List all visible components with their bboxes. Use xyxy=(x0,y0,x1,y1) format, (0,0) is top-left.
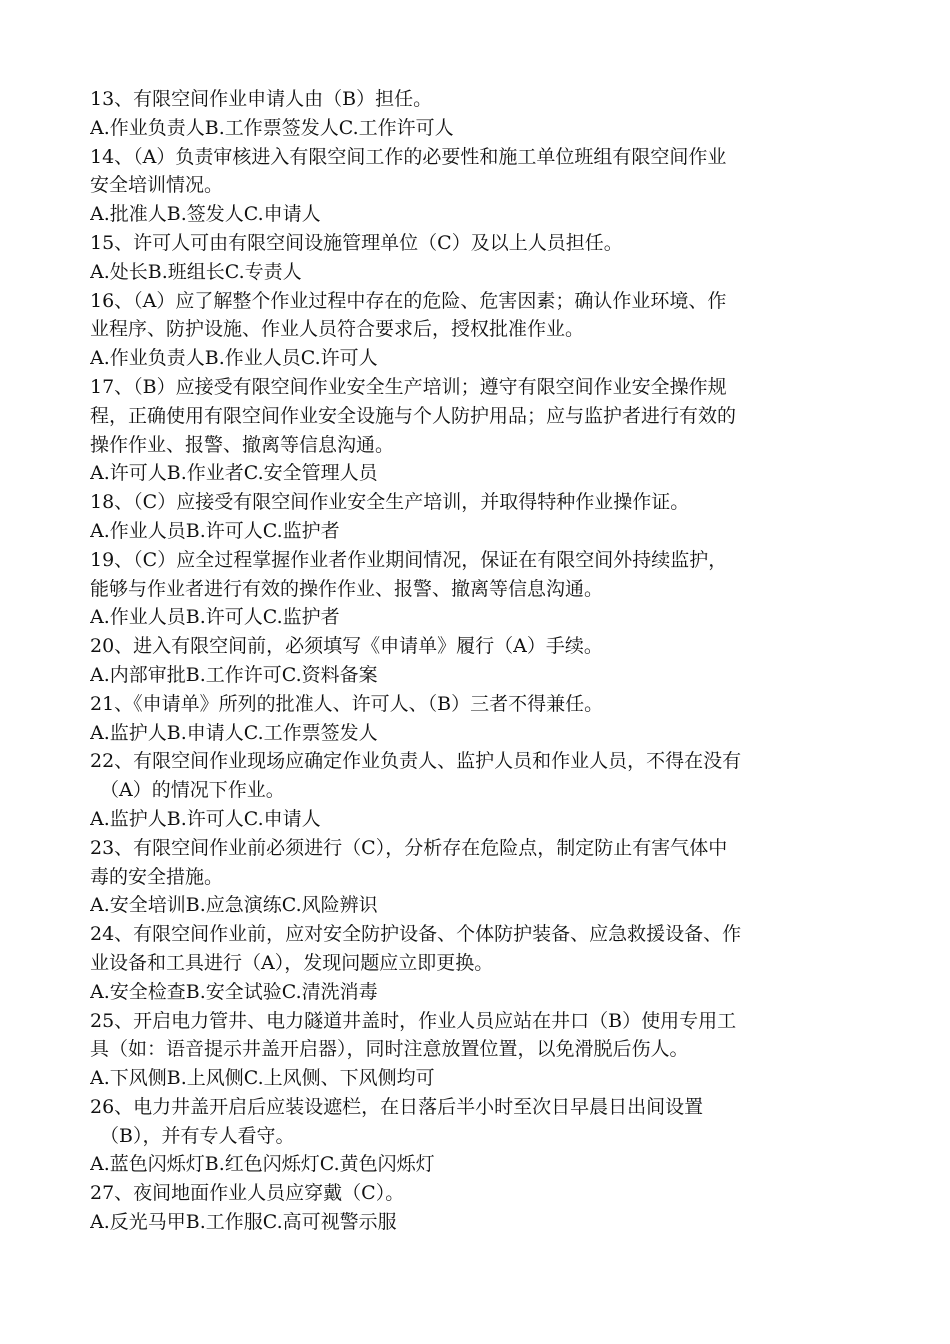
question-15 xyxy=(90,229,865,287)
question-stem-continuation: （A）的情况下作业。 xyxy=(100,779,285,802)
question-stem-continuation: 毒的安全措施。 xyxy=(90,865,224,888)
question-stem: 27、夜间地面作业人员应穿戴（C）。 xyxy=(90,1182,405,1205)
question-options: A.作业负责人B.工作票签发人C.工作许可人 xyxy=(90,116,454,139)
question-stem-continuation: 业程序、防护设施、作业人员符合要求后，授权批准作业。 xyxy=(90,318,585,341)
question-options: A.内部审批B.工作许可C.资料备案 xyxy=(90,663,378,686)
question-stem: 17、（B）应接受有限空间作业安全生产培训；遵守有限空间作业安全操作规 xyxy=(90,375,727,398)
question-21 xyxy=(90,690,865,748)
question-24 xyxy=(90,920,865,1006)
question-options: A.作业人员B.许可人C.监护者 xyxy=(90,519,340,542)
question-options: A.蓝色闪烁灯B.红色闪烁灯C.黄色闪烁灯 xyxy=(90,1153,435,1176)
question-options: A.作业人员B.许可人C.监护者 xyxy=(90,606,340,629)
question-options: A.作业负责人B.作业人员C.许可人 xyxy=(90,347,378,370)
question-26 xyxy=(90,1093,865,1179)
question-25 xyxy=(90,1007,865,1093)
question-23 xyxy=(90,834,865,920)
question-stem: 18、（C）应接受有限空间作业安全生产培训，并取得特种作业操作证。 xyxy=(90,491,690,514)
question-stem-continuation: （B），并有专人看守。 xyxy=(100,1124,295,1147)
question-options: A.反光马甲B.工作服C.高可视警示服 xyxy=(90,1211,397,1234)
question-stem-continuation: 安全培训情况。 xyxy=(90,174,224,197)
question-list xyxy=(90,85,865,1237)
question-stem: 15、许可人可由有限空间设施管理单位（C）及以上人员担任。 xyxy=(90,231,623,254)
question-stem: 25、开启电力管井、电力隧道井盖时，作业人员应站在井口（B）使用专用工 xyxy=(90,1009,737,1032)
question-17 xyxy=(90,373,865,488)
question-14 xyxy=(90,143,865,229)
question-options: A.监护人B.许可人C.申请人 xyxy=(90,807,321,830)
question-options: A.下风侧B.上风侧C.上风侧、下风侧均可 xyxy=(90,1067,435,1090)
question-options: A.安全培训B.应急演练C.风险辨识 xyxy=(90,894,378,917)
question-stem-continuation: 具（如：语音提示井盖开启器），同时注意放置位置，以免滑脱后伤人。 xyxy=(90,1038,689,1061)
question-stem: 19、（C）应全过程掌握作业者作业期间情况，保证在有限空间外持续监护， xyxy=(90,548,728,571)
question-stem: 23、有限空间作业前必须进行（C），分析存在危险点，制定防止有害气体中 xyxy=(90,836,728,859)
question-27 xyxy=(90,1179,865,1237)
question-options: A.批准人B.签发人C.申请人 xyxy=(90,203,321,226)
question-stem: 16、（A）应了解整个作业过程中存在的危险、危害因素；确认作业环境、作 xyxy=(90,289,727,312)
question-19 xyxy=(90,546,865,632)
question-stem: 21、《申请单》所列的批准人、许可人、（B）三者不得兼任。 xyxy=(90,692,604,715)
question-13 xyxy=(90,85,865,143)
question-stem: 26、电力井盖开启后应装设遮栏，在日落后半小时至次日早晨日出间设置 xyxy=(90,1095,704,1118)
question-stem-continuation: 操作作业、报警、撤离等信息沟通。 xyxy=(90,433,395,456)
question-options: A.监护人B.申请人C.工作票签发人 xyxy=(90,721,378,744)
question-options: A.处长B.班组长C.专责人 xyxy=(90,260,302,283)
question-stem-continuation: 程，正确使用有限空间作业安全设施与个人防护用品；应与监护者进行有效的 xyxy=(90,404,737,427)
question-stem: 14、（A）负责审核进入有限空间工作的必要性和施工单位班组有限空间作业 xyxy=(90,145,727,168)
question-16 xyxy=(90,287,865,373)
question-stem: 24、有限空间作业前，应对安全防护设备、个体防护装备、应急救援设备、作 xyxy=(90,923,742,946)
question-stem: 13、有限空间作业申请人由（B）担任。 xyxy=(90,88,433,110)
question-stem: 20、进入有限空间前，必须填写《申请单》履行（A）手续。 xyxy=(90,635,603,658)
question-options: A.许可人B.作业者C.安全管理人员 xyxy=(90,462,378,485)
question-18 xyxy=(90,488,865,546)
question-22 xyxy=(90,747,865,833)
question-options: A.安全检查B.安全试验C.清洗消毒 xyxy=(90,980,378,1003)
question-stem: 22、有限空间作业现场应确定作业负责人、监护人员和作业人员，不得在没有 xyxy=(90,750,742,773)
question-stem-continuation: 能够与作业者进行有效的操作作业、报警、撤离等信息沟通。 xyxy=(90,577,604,600)
question-20 xyxy=(90,632,865,690)
question-stem-continuation: 业设备和工具进行（A），发现问题应立即更换。 xyxy=(90,951,494,974)
